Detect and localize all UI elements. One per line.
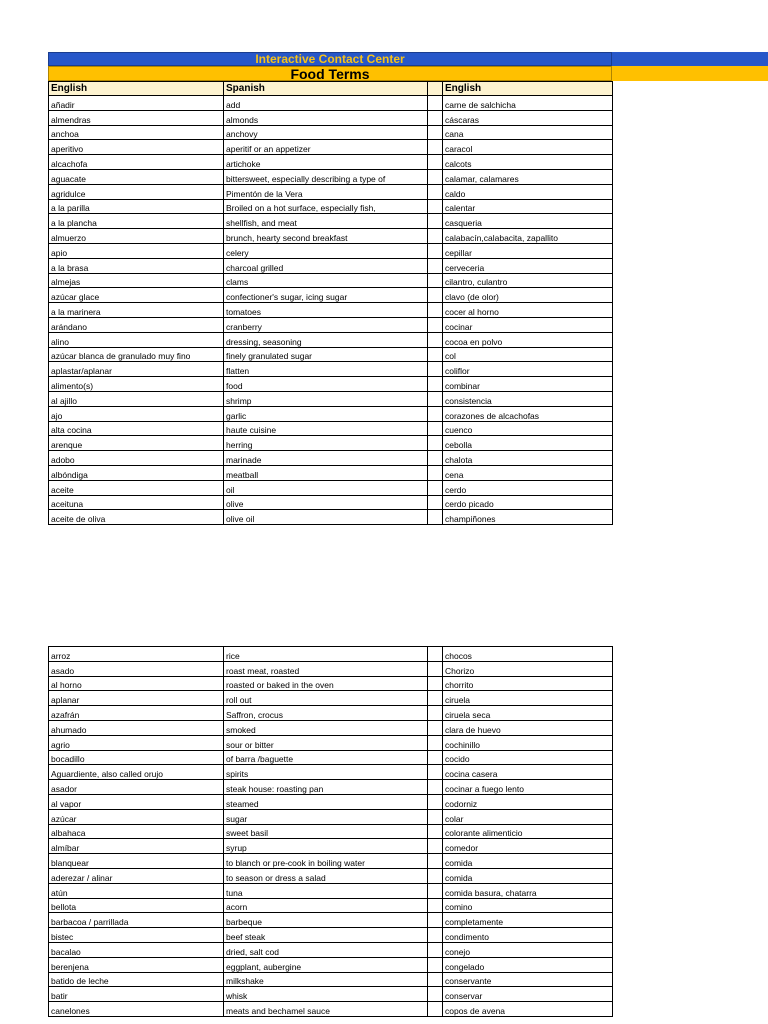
table-cell: congelado [443,957,613,972]
table-row [49,676,613,691]
table-cell: olive [224,495,428,510]
table-cell: cocido [443,750,613,765]
table-row [49,332,613,347]
table-cell: oil [224,480,428,495]
table-cell [428,214,443,229]
table-cell [428,883,443,898]
table-cell: marinade [224,451,428,466]
table-cell: almendras [49,110,224,125]
table-cell: aplastar/aplanar [49,362,224,377]
table-cell: carne de salchicha [443,96,613,111]
table-cell: ajo [49,406,224,421]
table-cell: brunch, hearty second breakfast [224,229,428,244]
table-cell: consistencia [443,391,613,406]
table-row [49,957,613,972]
table-row [49,229,613,244]
table-cell: cáscaras [443,110,613,125]
table-cell [428,780,443,795]
table-cell [428,647,443,662]
table-cell: ahumado [49,720,224,735]
table-row [49,691,613,706]
table-row [49,824,613,839]
table-cell: coliflor [443,362,613,377]
table-cell: comedor [443,839,613,854]
table-cell: shrimp [224,391,428,406]
table-cell: albóndiga [49,465,224,480]
table-cell: to season or dress a salad [224,868,428,883]
table-row [49,913,613,928]
table-cell: finely granulated sugar [224,347,428,362]
table-cell: almíbar [49,839,224,854]
table-cell: alta cocina [49,421,224,436]
table-cell: whisk [224,987,428,1002]
table-cell [428,332,443,347]
table-cell [428,110,443,125]
table-cell: dressing, seasoning [224,332,428,347]
table-cell: azafrán [49,706,224,721]
table-row [49,421,613,436]
table-cell: bacalao [49,942,224,957]
table-cell: a la marinera [49,303,224,318]
table-cell [428,243,443,258]
table-cell: colar [443,809,613,824]
table-cell: aderezar / alinar [49,868,224,883]
table-cell: a la brasa [49,258,224,273]
table-cell: copos de avena [443,1002,613,1017]
table-row [49,942,613,957]
table-cell: syrup [224,839,428,854]
table-cell: clara de huevo [443,720,613,735]
table-cell: English [443,82,613,96]
table-cell [428,406,443,421]
table-row [49,750,613,765]
banner-subtitle: Food Terms [48,66,612,81]
table-cell: barbacoa / parrillada [49,913,224,928]
table-cell: dried, salt cod [224,942,428,957]
table-cell: adobo [49,451,224,466]
table-row [49,362,613,377]
table-cell: azúcar glace [49,288,224,303]
table-cell [428,661,443,676]
table-row [49,199,613,214]
table-cell: clavo (de olor) [443,288,613,303]
banner-blue-extension [612,52,768,66]
table-cell: of barra /baguette [224,750,428,765]
table-cell [428,676,443,691]
table-cell: aceituna [49,495,224,510]
table-cell: arroz [49,647,224,662]
table-cell: roasted or baked in the oven [224,676,428,691]
table-cell [428,303,443,318]
table-cell: almuerzo [49,229,224,244]
table-cell: sour or bitter [224,735,428,750]
table-cell: batir [49,987,224,1002]
table-cell: calcots [443,155,613,170]
table-cell: cocoa en polvo [443,332,613,347]
table-cell: charcoal grilled [224,258,428,273]
table-cell: Chorizo [443,661,613,676]
table-cell: anchovy [224,125,428,140]
table-cell [428,495,443,510]
table-cell: blanquear [49,854,224,869]
table-cell: Broiled on a hot surface, especially fish, [224,199,428,214]
table-cell: olive oil [224,510,428,525]
table-cell [428,436,443,451]
table-cell: comida [443,868,613,883]
banner-title: Interactive Contact Center [48,52,612,66]
table-cell: a la parilla [49,199,224,214]
table-cell: cocinar [443,317,613,332]
table-row [49,510,613,525]
table-cell: col [443,347,613,362]
table-cell [428,125,443,140]
table-cell [428,480,443,495]
table-cell: corazones de alcachofas [443,406,613,421]
table-cell: condimento [443,928,613,943]
table-cell: bellota [49,898,224,913]
table-cell: Spanish [224,82,428,96]
table-cell: clams [224,273,428,288]
table-cell [428,421,443,436]
table-cell: almonds [224,110,428,125]
food-terms-table-2 [48,646,613,1017]
table-cell: beef steak [224,928,428,943]
table-cell: meatball [224,465,428,480]
table-row [49,273,613,288]
table-cell: English [49,82,224,96]
table-cell: tomatoes [224,303,428,318]
table-header-row [49,82,613,96]
table-cell [428,972,443,987]
table-row [49,406,613,421]
table-cell: aperitif or an appetizer [224,140,428,155]
banner-yellow-extension [612,66,768,81]
table-cell: cena [443,465,613,480]
table-cell: roll out [224,691,428,706]
table-row [49,347,613,362]
table-cell: completamente [443,913,613,928]
table-cell: aguacate [49,169,224,184]
food-terms-table-1 [48,81,613,525]
table-cell [428,854,443,869]
table-cell: azúcar blanca de granulado muy fino [49,347,224,362]
table-cell [428,96,443,111]
table-cell: celery [224,243,428,258]
table-cell: smoked [224,720,428,735]
table-row [49,451,613,466]
table-cell [428,720,443,735]
table-row [49,243,613,258]
table-cell [428,957,443,972]
table-cell: ciruela [443,691,613,706]
table-cell [428,765,443,780]
table-cell [428,273,443,288]
table-cell: albahaca [49,824,224,839]
table-row [49,883,613,898]
table-cell: comino [443,898,613,913]
table-cell: al ajillo [49,391,224,406]
table-cell: almejas [49,273,224,288]
table-row [49,303,613,318]
table-cell [428,229,443,244]
table-row [49,184,613,199]
table-cell: conservante [443,972,613,987]
table-cell: eggplant, aubergine [224,957,428,972]
table-cell: rice [224,647,428,662]
table-cell [428,839,443,854]
table-cell [428,169,443,184]
table-row [49,317,613,332]
table-cell [428,913,443,928]
table-row [49,972,613,987]
table-cell: calentar [443,199,613,214]
table-cell [428,809,443,824]
table-cell: bittersweet, especially describing a type of [224,169,428,184]
table-cell: artichoke [224,155,428,170]
table-cell: asado [49,661,224,676]
table-cell: aplanar [49,691,224,706]
table-row [49,854,613,869]
table-row [49,495,613,510]
table-row [49,214,613,229]
table-row [49,661,613,676]
table-cell: apio [49,243,224,258]
table-cell: al horno [49,676,224,691]
table-cell: add [224,96,428,111]
table-cell: cerdo [443,480,613,495]
table-cell: roast meat, roasted [224,661,428,676]
table-cell: barbeque [224,913,428,928]
table-row [49,110,613,125]
table-cell: cepillar [443,243,613,258]
table-cell: comida [443,854,613,869]
table-cell: a la plancha [49,214,224,229]
table-row [49,706,613,721]
table-cell: confectioner's sugar, icing sugar [224,288,428,303]
table-cell: haute cuisine [224,421,428,436]
table-cell [428,377,443,392]
table-cell [428,82,443,96]
table-row [49,1002,613,1017]
table-cell: herring [224,436,428,451]
table-cell [428,794,443,809]
table-row [49,765,613,780]
table-cell: sugar [224,809,428,824]
table-cell: cana [443,125,613,140]
table-cell: acorn [224,898,428,913]
table-cell: steamed [224,794,428,809]
table-cell: aceite de oliva [49,510,224,525]
table-cell [428,140,443,155]
table-cell: arenque [49,436,224,451]
table-cell: spirits [224,765,428,780]
table-cell: garlic [224,406,428,421]
table-row [49,839,613,854]
table-cell: arándano [49,317,224,332]
table-cell [428,735,443,750]
table-row [49,928,613,943]
table-row [49,377,613,392]
table-cell: chocos [443,647,613,662]
table-cell [428,184,443,199]
table-cell: to blanch or pre-cook in boiling water [224,854,428,869]
table-cell [428,898,443,913]
table-cell: calabacín,calabacita, zapallito [443,229,613,244]
table-row [49,987,613,1002]
table-cell: cocinar a fuego lento [443,780,613,795]
table-cell: agrio [49,735,224,750]
table-cell: conejo [443,942,613,957]
table-cell: meats and bechamel sauce [224,1002,428,1017]
table-cell: aperitivo [49,140,224,155]
table-cell: tuna [224,883,428,898]
table-cell: bocadillo [49,750,224,765]
table-row [49,480,613,495]
table-cell: caldo [443,184,613,199]
table-cell: cranberry [224,317,428,332]
table-cell [428,451,443,466]
table-cell: cocina casera [443,765,613,780]
table-cell [428,465,443,480]
table-row [49,288,613,303]
table-cell: atún [49,883,224,898]
table-row [49,96,613,111]
table-cell [428,362,443,377]
table-cell: anchoa [49,125,224,140]
table-cell [428,987,443,1002]
table-cell: azúcar [49,809,224,824]
table-cell: cuenco [443,421,613,436]
table-cell: food [224,377,428,392]
table-cell [428,288,443,303]
table-cell: shellfish, and meat [224,214,428,229]
table-row [49,125,613,140]
table-cell: comida basura, chatarra [443,883,613,898]
table-cell: Saffron, crocus [224,706,428,721]
table-cell: al vapor [49,794,224,809]
table-cell [428,391,443,406]
table-row [49,258,613,273]
table-cell [428,691,443,706]
table-cell: chorrito [443,676,613,691]
table-cell: calamar, calamares [443,169,613,184]
table-cell: codorniz [443,794,613,809]
table-row [49,720,613,735]
table-cell: sweet basil [224,824,428,839]
table-row [49,868,613,883]
table-cell [428,510,443,525]
table-cell [428,824,443,839]
table-row [49,780,613,795]
table-cell: milkshake [224,972,428,987]
table-cell [428,868,443,883]
table-cell: ciruela seca [443,706,613,721]
table-cell: aceite [49,480,224,495]
table-cell [428,347,443,362]
table-cell: asador [49,780,224,795]
table-row [49,898,613,913]
table-cell [428,942,443,957]
table-cell: conservar [443,987,613,1002]
table-cell: Pimentón de la Vera [224,184,428,199]
table-cell: Aguardiente, also called orujo [49,765,224,780]
table-cell: combinar [443,377,613,392]
table-row [49,140,613,155]
table-cell: añadir [49,96,224,111]
table-row [49,155,613,170]
table-cell: canelones [49,1002,224,1017]
table-cell [428,317,443,332]
table-cell: cerdo picado [443,495,613,510]
table-cell: bistec [49,928,224,943]
table-row [49,647,613,662]
table-row [49,169,613,184]
table-cell: caracol [443,140,613,155]
table-cell: batido de leche [49,972,224,987]
table-cell: chalota [443,451,613,466]
table-row [49,735,613,750]
table-cell [428,258,443,273]
table-cell [428,706,443,721]
table-cell [428,928,443,943]
table-cell: alimento(s) [49,377,224,392]
table-cell: cocer al horno [443,303,613,318]
table-row [49,465,613,480]
table-cell: alcachofa [49,155,224,170]
table-cell: cerveceria [443,258,613,273]
table-row [49,436,613,451]
table-cell [428,750,443,765]
table-cell: cochinillo [443,735,613,750]
table-cell: champiñones [443,510,613,525]
table-cell [428,1002,443,1017]
table-cell: alino [49,332,224,347]
table-cell [428,155,443,170]
table-cell [428,199,443,214]
table-cell: steak house: roasting pan [224,780,428,795]
table-row [49,391,613,406]
table-cell: cilantro, culantro [443,273,613,288]
table-cell: berenjena [49,957,224,972]
table-row [49,809,613,824]
table-row [49,794,613,809]
table-cell: flatten [224,362,428,377]
table-cell: agridulce [49,184,224,199]
table-cell: casqueria [443,214,613,229]
table-cell: colorante alimenticio [443,824,613,839]
table-cell: cebolla [443,436,613,451]
